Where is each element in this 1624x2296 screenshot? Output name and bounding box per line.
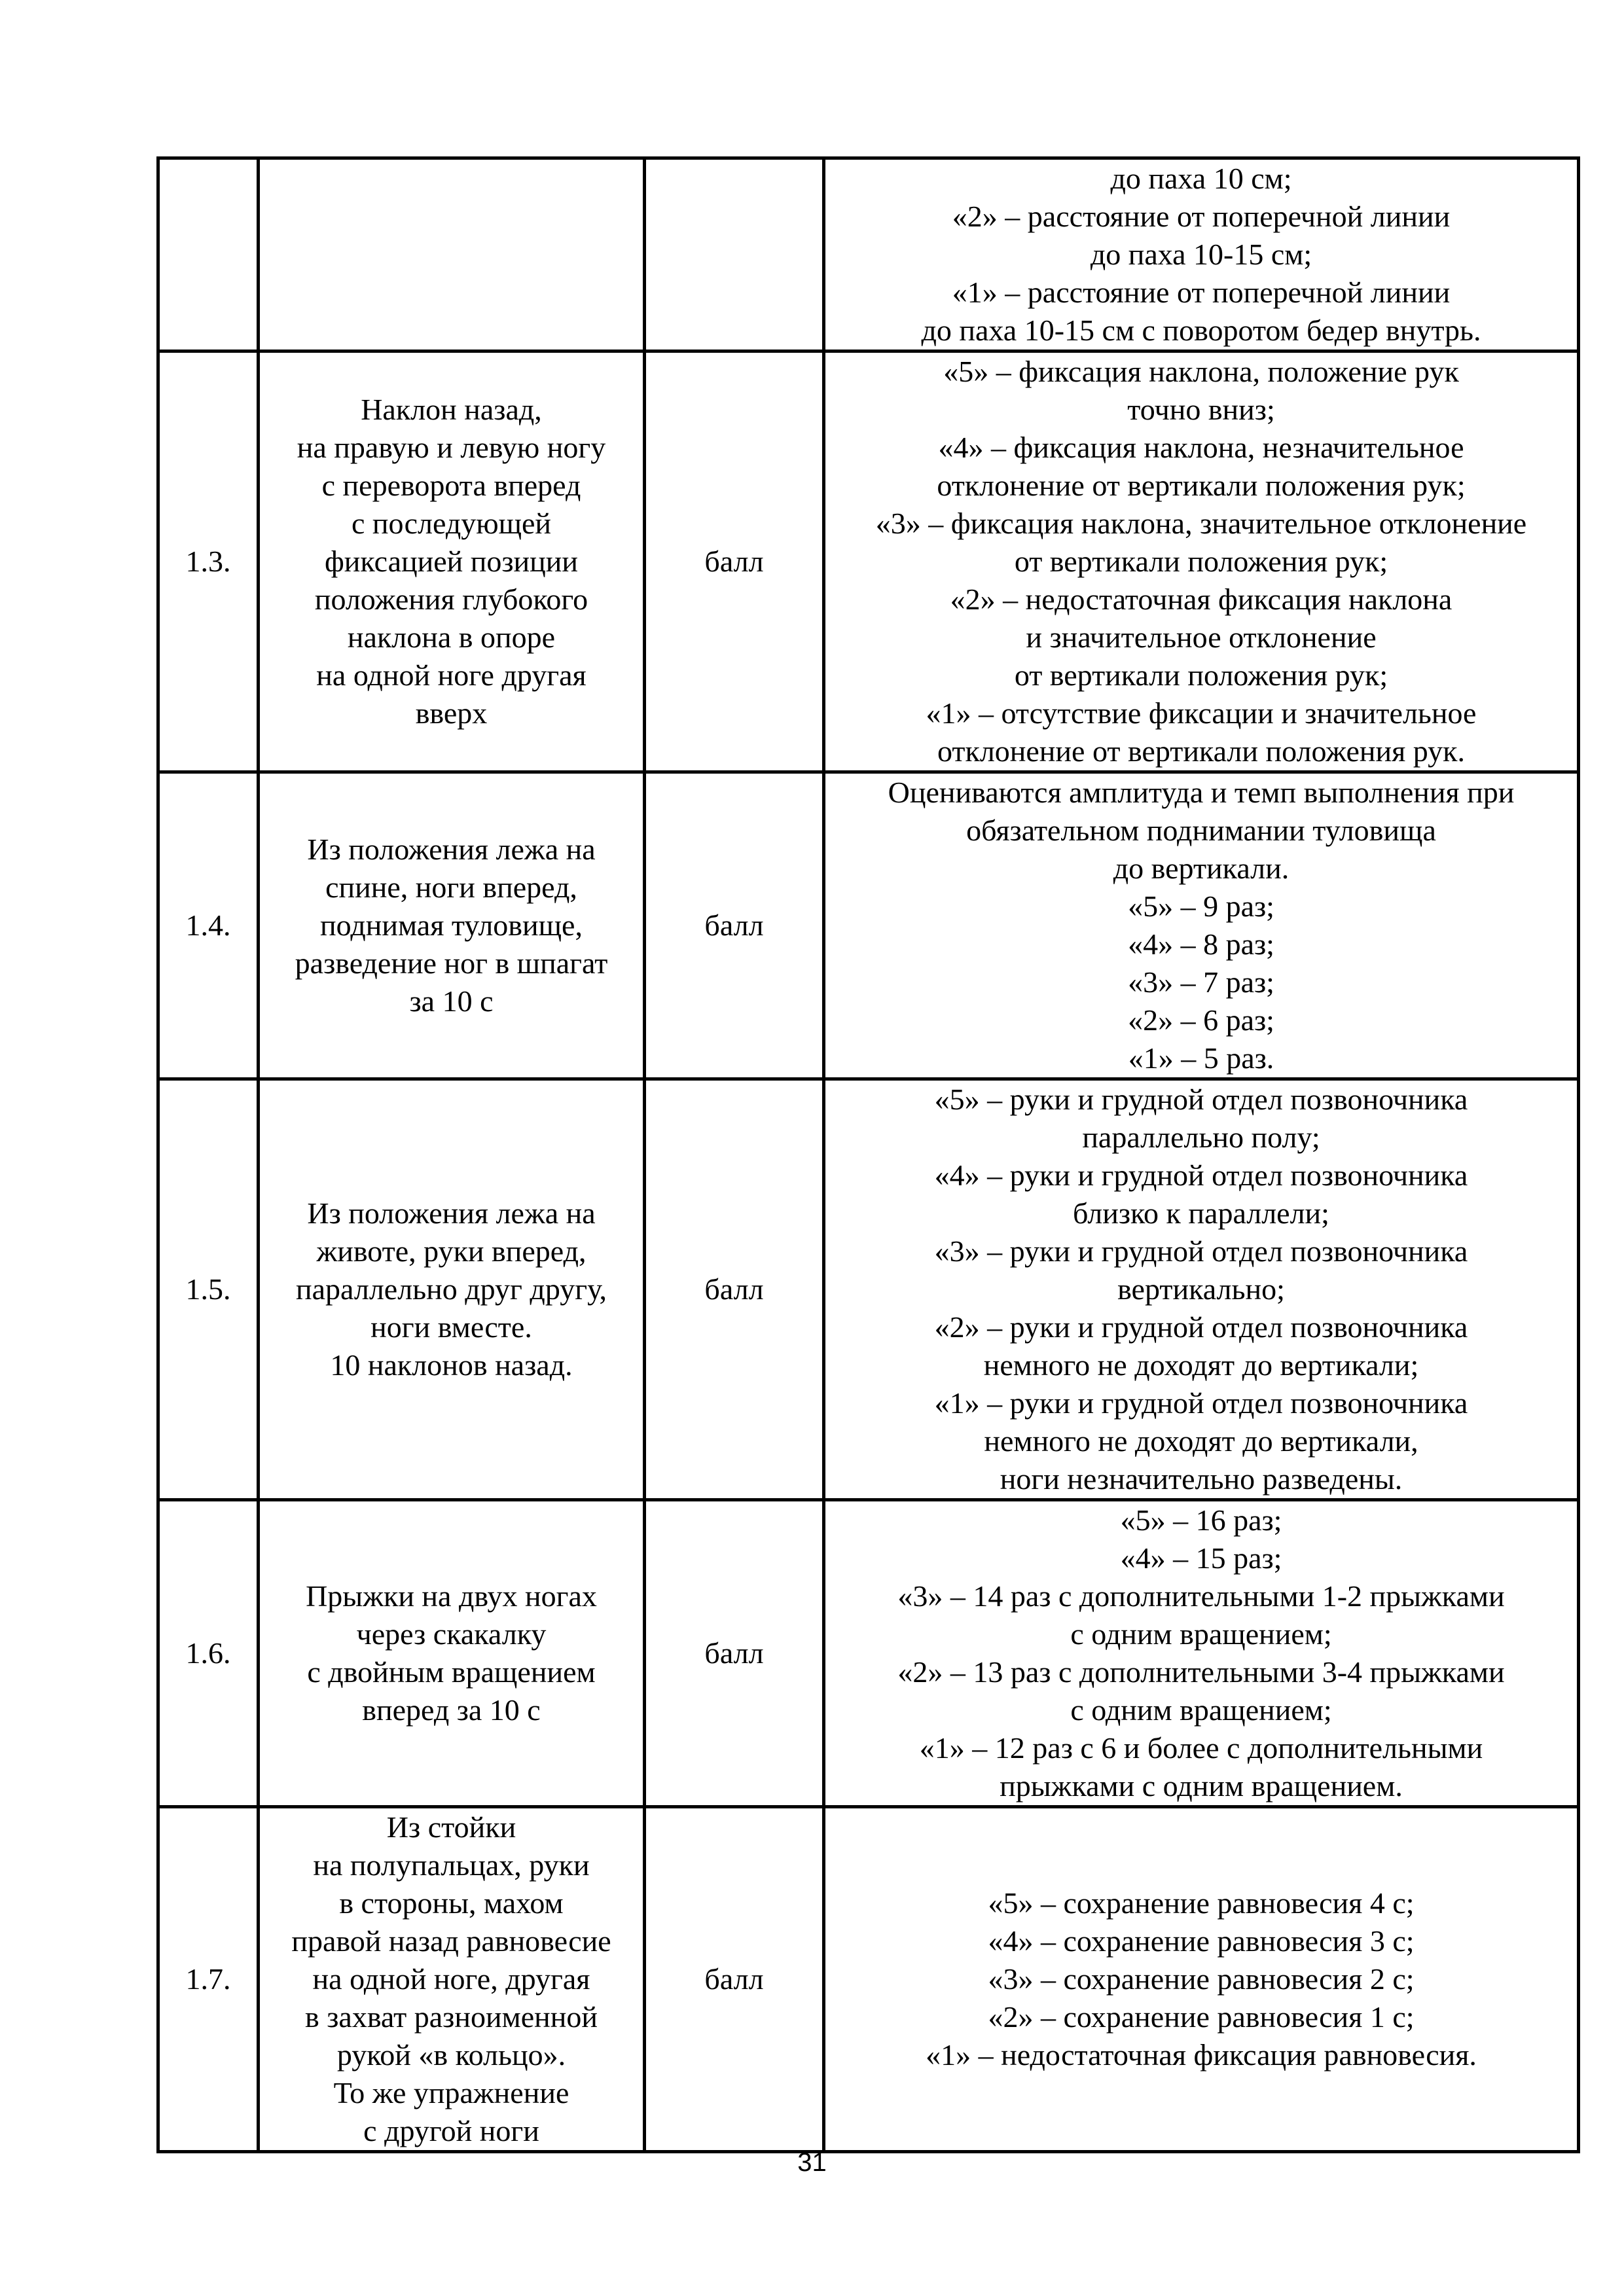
item-number: 1.5. bbox=[158, 1079, 259, 1500]
exercise-line: с другой ноги bbox=[363, 2114, 539, 2147]
page-number: 31 bbox=[797, 2148, 827, 2177]
exercise-line: на одной ноге другая bbox=[316, 658, 586, 692]
exercise-line: на полупальцах, руки bbox=[313, 1848, 590, 1882]
criteria-line: «1» – недостаточная фиксация равновесия. bbox=[926, 2038, 1477, 2072]
criteria-line: отклонение от вертикали положения рук. bbox=[937, 734, 1466, 768]
criteria-line: «4» – сохранение равновесия 3 с; bbox=[988, 1924, 1415, 1958]
criteria-line: «3» – 14 раз с дополнительными 1-2 прыжками bbox=[897, 1579, 1505, 1613]
unit: балл bbox=[645, 1079, 824, 1500]
assessment-table bbox=[156, 156, 1580, 2153]
scoring-criteria bbox=[824, 351, 1579, 772]
criteria-line: «5» – руки и грудной отдел позвоночника bbox=[934, 1083, 1468, 1116]
exercise-line: То же упражнение bbox=[333, 2076, 569, 2109]
table-row bbox=[158, 351, 1579, 772]
criteria-line: точно вниз; bbox=[1127, 393, 1275, 426]
criteria-line: до паха 10 см; bbox=[1110, 162, 1292, 195]
table-row bbox=[158, 772, 1579, 1079]
criteria-line: «1» – отсутствие фиксации и значительное bbox=[926, 696, 1477, 730]
item-number: 1.7. bbox=[158, 1807, 259, 2152]
exercise-line: в захват разноименной bbox=[305, 2000, 598, 2034]
item-number bbox=[158, 158, 259, 351]
exercise-description bbox=[259, 1079, 645, 1500]
exercise-line: через скакалку bbox=[356, 1617, 547, 1651]
exercise-line: на правую и левую ногу bbox=[297, 431, 606, 464]
table-row bbox=[158, 1807, 1579, 2152]
table-row bbox=[158, 1500, 1579, 1807]
exercise-description bbox=[259, 351, 645, 772]
exercise-line: фиксацией позиции bbox=[324, 545, 579, 578]
exercise-line: в стороны, махом bbox=[339, 1886, 564, 1920]
exercise-line: поднимая туловище, bbox=[320, 908, 583, 942]
exercise-description bbox=[259, 772, 645, 1079]
table-row bbox=[158, 1079, 1579, 1500]
criteria-line: «3» – фиксация наклона, значительное отклонение bbox=[875, 507, 1527, 540]
criteria-line: «2» – недостаточная фиксация наклона bbox=[950, 583, 1453, 616]
exercise-line: животе, руки вперед, bbox=[316, 1234, 586, 1268]
criteria-line: «2» – 6 раз; bbox=[1128, 1003, 1274, 1037]
criteria-line: «2» – сохранение равновесия 1 с; bbox=[988, 2000, 1415, 2034]
criteria-line: «2» – руки и грудной отдел позвоночника bbox=[934, 1310, 1468, 1344]
criteria-line: «1» – 12 раз с 6 и более с дополнительными bbox=[919, 1731, 1483, 1765]
exercise-line: рукой «в кольцо». bbox=[336, 2038, 566, 2072]
criteria-line: близко к параллели; bbox=[1073, 1196, 1329, 1230]
exercise-line: Из стойки bbox=[386, 1810, 516, 1844]
unit bbox=[645, 158, 824, 351]
criteria-line: до вертикали. bbox=[1113, 852, 1290, 885]
criteria-line: «5» – фиксация наклона, положение рук bbox=[943, 355, 1459, 388]
unit: балл bbox=[645, 1500, 824, 1807]
exercise-line: Наклон назад, bbox=[361, 393, 542, 426]
criteria-line: «4» – руки и грудной отдел позвоночника bbox=[934, 1158, 1468, 1192]
criteria-line: до паха 10-15 см с поворотом бедер внутрь. bbox=[921, 314, 1481, 347]
unit: балл bbox=[645, 351, 824, 772]
criteria-line: «1» – 5 раз. bbox=[1128, 1041, 1274, 1075]
criteria-line: «3» – 7 раз; bbox=[1128, 965, 1274, 999]
scoring-criteria bbox=[824, 772, 1579, 1079]
exercise-line: с последующей bbox=[351, 507, 552, 540]
table-row bbox=[158, 158, 1579, 351]
item-number: 1.4. bbox=[158, 772, 259, 1079]
criteria-line: «5» – 9 раз; bbox=[1128, 889, 1274, 923]
criteria-line: Оцениваются амплитуда и темп выполнения при bbox=[888, 776, 1515, 809]
exercise-line: вверх bbox=[415, 696, 488, 730]
exercise-line: положения глубокого bbox=[314, 583, 588, 616]
exercise-line: Прыжки на двух ногах bbox=[306, 1579, 597, 1613]
criteria-line: немного не доходят до вертикали; bbox=[983, 1348, 1419, 1382]
exercise-line: на одной ноге, другая bbox=[312, 1962, 590, 1996]
criteria-line: «1» – расстояние от поперечной линии bbox=[952, 276, 1451, 309]
exercise-line: наклона в опоре bbox=[347, 620, 556, 654]
exercise-line: вперед за 10 с bbox=[362, 1693, 541, 1727]
item-number: 1.3. bbox=[158, 351, 259, 772]
criteria-line: от вертикали положения рук; bbox=[1014, 545, 1388, 578]
exercise-description bbox=[259, 158, 645, 351]
criteria-line: «4» – фиксация наклона, незначительное bbox=[938, 431, 1464, 464]
criteria-line: обязательном поднимании туловища bbox=[966, 814, 1436, 847]
criteria-line: и значительное отклонение bbox=[1026, 620, 1377, 654]
criteria-line: «5» – сохранение равновесия 4 с; bbox=[988, 1886, 1415, 1920]
exercise-line: ноги вместе. bbox=[370, 1310, 532, 1344]
criteria-line: до паха 10-15 см; bbox=[1090, 238, 1312, 271]
exercise-line: Из положения лежа на bbox=[307, 833, 596, 866]
criteria-line: «2» – 13 раз с дополнительными 3-4 прыжками bbox=[897, 1655, 1505, 1689]
criteria-line: «5» – 16 раз; bbox=[1120, 1503, 1282, 1537]
criteria-line: ноги незначительно разведены. bbox=[1000, 1462, 1403, 1496]
criteria-line: от вертикали положения рук; bbox=[1014, 658, 1388, 692]
scoring-criteria bbox=[824, 1807, 1579, 2152]
item-number: 1.6. bbox=[158, 1500, 259, 1807]
exercise-line: параллельно друг другу, bbox=[296, 1272, 607, 1306]
scoring-criteria bbox=[824, 1079, 1579, 1500]
criteria-line: «2» – расстояние от поперечной линии bbox=[952, 200, 1451, 233]
criteria-line: «1» – руки и грудной отдел позвоночника bbox=[934, 1386, 1468, 1420]
scoring-criteria bbox=[824, 1500, 1579, 1807]
exercise-line: с двойным вращением bbox=[307, 1655, 596, 1689]
unit: балл bbox=[645, 1807, 824, 2152]
criteria-line: параллельно полу; bbox=[1082, 1121, 1320, 1154]
criteria-line: прыжками с одним вращением. bbox=[1000, 1769, 1403, 1803]
criteria-line: отклонение от вертикали положения рук; bbox=[937, 469, 1466, 502]
criteria-line: «4» – 15 раз; bbox=[1120, 1541, 1282, 1575]
exercise-line: с переворота вперед bbox=[321, 469, 581, 502]
exercise-line: 10 наклонов назад. bbox=[330, 1348, 573, 1382]
exercise-description bbox=[259, 1500, 645, 1807]
criteria-line: с одним вращением; bbox=[1070, 1617, 1332, 1651]
unit: балл bbox=[645, 772, 824, 1079]
exercise-line: за 10 с bbox=[409, 984, 494, 1018]
criteria-line: с одним вращением; bbox=[1070, 1693, 1332, 1727]
criteria-line: «3» – руки и грудной отдел позвоночника bbox=[934, 1234, 1468, 1268]
criteria-line: вертикально; bbox=[1117, 1272, 1285, 1306]
exercise-line: Из положения лежа на bbox=[307, 1196, 596, 1230]
exercise-line: спине, ноги вперед, bbox=[325, 870, 577, 904]
criteria-line: немного не доходят до вертикали, bbox=[984, 1424, 1418, 1458]
criteria-line: «3» – сохранение равновесия 2 с; bbox=[988, 1962, 1415, 1996]
exercise-description bbox=[259, 1807, 645, 2152]
criteria-line: «4» – 8 раз; bbox=[1128, 927, 1274, 961]
exercise-line: правой назад равновесие bbox=[291, 1924, 611, 1958]
scoring-criteria bbox=[824, 158, 1579, 351]
exercise-line: разведение ног в шпагат bbox=[295, 946, 608, 980]
